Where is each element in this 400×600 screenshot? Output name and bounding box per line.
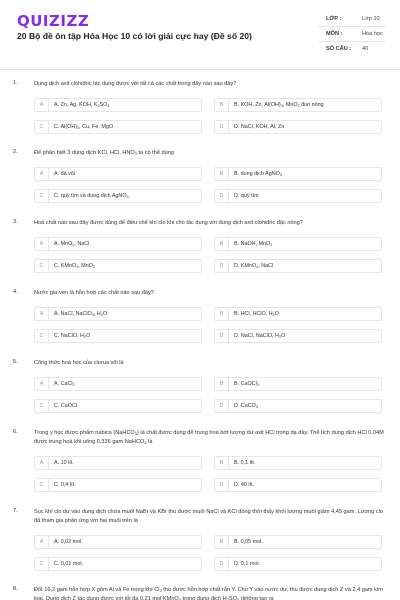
question-text: Đốt 16,2 gam hỗn hợp X gồm Al và Fe trong khí $Cl_2$ thu được hỗn hợp chất rắn Y. Cho Y vào nước dư, thu được dung dịch Z và 2,4 gam kim loại. Dung dịch Z tác dụng được với tối đa 0,21 mol KMnO$_4$ trong dung dịch $H_2SO_4$ (không tạo ra	[34, 587, 383, 600]
option-d[interactable]	[214, 259, 382, 273]
question-number: 8.	[13, 586, 18, 592]
option-text: D. 0,1 mol.	[234, 561, 261, 567]
option-letter: C	[35, 121, 49, 133]
option-c[interactable]	[34, 557, 202, 571]
meta-row-grade	[318, 12, 386, 27]
option-letter: A	[35, 457, 49, 469]
option-letter: C	[35, 190, 49, 202]
question-number: 4.	[13, 289, 18, 295]
option-text: C. 0,01 mol.	[54, 561, 84, 567]
meta-row-question-count	[318, 42, 386, 57]
option-a[interactable]	[34, 456, 202, 470]
option-letter: A	[35, 378, 49, 390]
option-text: D. 40 lít.	[234, 482, 255, 488]
question-number: 5.	[13, 359, 18, 365]
option-text: C. $Al(OH)_3$, Cu, Fe, MgO	[54, 124, 114, 130]
option-letter: D	[215, 558, 229, 570]
meta-value: Hóa học	[362, 31, 383, 37]
option-d[interactable]	[214, 557, 382, 571]
document-title: 20 Bộ đề ôn tập Hóa Học 10 có lời giải cực hay (Đề số 20)	[17, 31, 252, 41]
option-text: A. Zn, Ag, KOH, $K_2SO_4$	[54, 102, 110, 108]
option-a[interactable]	[34, 307, 202, 321]
option-text: A. 0,02 mol.	[54, 539, 83, 545]
option-text: B. NaOH, MnO$_2$	[234, 241, 273, 247]
quizizz-logo: QUIZIZZ	[17, 12, 90, 30]
option-b[interactable]	[214, 167, 382, 181]
option-d[interactable]	[214, 399, 382, 413]
option-d[interactable]	[214, 478, 382, 492]
option-letter: B	[215, 168, 229, 180]
option-text: B. 0,05 mol.	[234, 539, 263, 545]
meta-row-subject	[318, 27, 386, 42]
option-letter: A	[35, 99, 49, 111]
option-letter: D	[215, 260, 229, 272]
question-number: 7.	[13, 508, 18, 514]
option-text: B. HCl, HClO, $H_2O$	[234, 311, 279, 317]
meta-key: SỐ CÂU :	[326, 46, 352, 52]
option-a[interactable]	[34, 237, 202, 251]
meta-value: Lớp 10	[362, 16, 380, 22]
option-b[interactable]	[214, 307, 382, 321]
option-c[interactable]	[34, 120, 202, 134]
option-letter: A	[35, 168, 49, 180]
option-a[interactable]	[34, 377, 202, 391]
option-text: C. KMnO$_4$, MnO$_2$	[54, 263, 96, 269]
option-text: A. 10 lít.	[54, 460, 74, 466]
option-letter: C	[35, 400, 49, 412]
option-text: A. đá vôi	[54, 171, 75, 177]
option-text: D. KMnO$_4$, NaCl	[234, 263, 274, 269]
question-text: Sục khí clo dư vào dung dịch chứa muối NaBr và KBr thu được muối NaCl và KCl đồng thời thấy khối lượng muối giảm 4,45 gam. Lượng clo đã tham gia phản ứng với hai muối trên là	[34, 509, 383, 524]
option-text: D. NaCl, NaClO, $H_2O$	[234, 333, 286, 339]
meta-value: 40	[362, 46, 369, 52]
option-letter: B	[215, 536, 229, 548]
question-number: 2.	[13, 149, 18, 155]
question-text: Nước gia-ven là hỗn hợp các chất nào sau đây?	[34, 290, 154, 296]
option-text: C. 0,4 lít.	[54, 482, 76, 488]
header-divider	[0, 69, 400, 70]
option-letter: C	[35, 330, 49, 342]
option-d[interactable]	[214, 329, 382, 343]
option-text: A. CaCl$_2$	[54, 381, 75, 387]
option-letter: C	[35, 260, 49, 272]
option-text: A. MnO$_2$, NaCl.	[54, 241, 91, 247]
option-letter: A	[35, 308, 49, 320]
option-text: D. quỳ tím	[234, 193, 259, 199]
page-header	[0, 0, 400, 72]
option-c[interactable]	[34, 189, 202, 203]
option-letter: D	[215, 190, 229, 202]
option-text: C. CaOCl.	[54, 403, 79, 409]
option-c[interactable]	[34, 329, 202, 343]
option-letter: D	[215, 121, 229, 133]
option-c[interactable]	[34, 259, 202, 273]
option-text: D. CaCO$_3$	[234, 403, 258, 409]
option-b[interactable]	[214, 237, 382, 251]
option-text: B. CaOCl$_2$.	[234, 381, 261, 387]
option-letter: C	[35, 479, 49, 491]
option-letter: A	[35, 536, 49, 548]
option-text: B. 0,1 lít.	[234, 460, 256, 466]
option-text: A. NaCl, NaClO$_3$, $H_2O$	[54, 311, 108, 317]
question-text: Trong y học được phẩm nabica (NaHCO$_3$) là chất được dùng để trung hoà bớt lượng dư axit HCl trong dạ dày. Thể tích dung dịch HCl 0,04M được trung hoà khi uống 0,336 gam NaHCO$_3$ là	[34, 430, 384, 445]
option-d[interactable]	[214, 120, 382, 134]
option-letter: D	[215, 400, 229, 412]
option-a[interactable]	[34, 98, 202, 112]
option-text: B. dung dịch AgNO$_3$	[234, 171, 282, 177]
question-text: Dung dịch axit clohiđric tác dụng được với tất cả các chất trong dãy nào sau đây?	[34, 81, 237, 87]
meta-key: MÔN :	[326, 31, 343, 37]
option-text: B. KOH, Zn, $Al(OH)_3$, MnO$_2$ đun nóng	[234, 102, 324, 108]
question-number: 1.	[13, 80, 18, 86]
option-letter: D	[215, 479, 229, 491]
option-a[interactable]	[34, 535, 202, 549]
option-letter: B	[215, 378, 229, 390]
option-letter: B	[215, 238, 229, 250]
option-b[interactable]	[214, 377, 382, 391]
option-letter: B	[215, 457, 229, 469]
option-text: C. NaClO, $H_2O$	[54, 333, 91, 339]
option-letter: B	[215, 99, 229, 111]
question-number: 3.	[13, 219, 18, 225]
option-b[interactable]	[214, 98, 382, 112]
question-text: Hoá chất nào sau đây được dùng để điều chế khí clo khi cho tác dụng với dung dịch axit clohiđric đặc nóng?	[34, 220, 303, 226]
option-c[interactable]	[34, 399, 202, 413]
option-letter: D	[215, 330, 229, 342]
option-b[interactable]	[214, 535, 382, 549]
option-a[interactable]	[34, 167, 202, 181]
option-text: C. quỳ tím và dung dịch AgNO$_3$	[54, 193, 129, 199]
meta-key: LỚP :	[326, 16, 342, 22]
option-letter: C	[35, 558, 49, 570]
option-c[interactable]	[34, 478, 202, 492]
option-text: D. NaCl, KOH, Al, Zn	[234, 124, 285, 130]
option-letter: A	[35, 238, 49, 250]
question-text: Để phân biệt 3 dung dịch KCl, HCl, $HNO_3$ ta có thể dùng	[34, 150, 174, 156]
option-d[interactable]	[214, 189, 382, 203]
question-text: Công thức hoá học của clorua vôi là	[34, 360, 124, 366]
option-letter: B	[215, 308, 229, 320]
question-number: 6.	[13, 429, 18, 435]
option-b[interactable]	[214, 456, 382, 470]
